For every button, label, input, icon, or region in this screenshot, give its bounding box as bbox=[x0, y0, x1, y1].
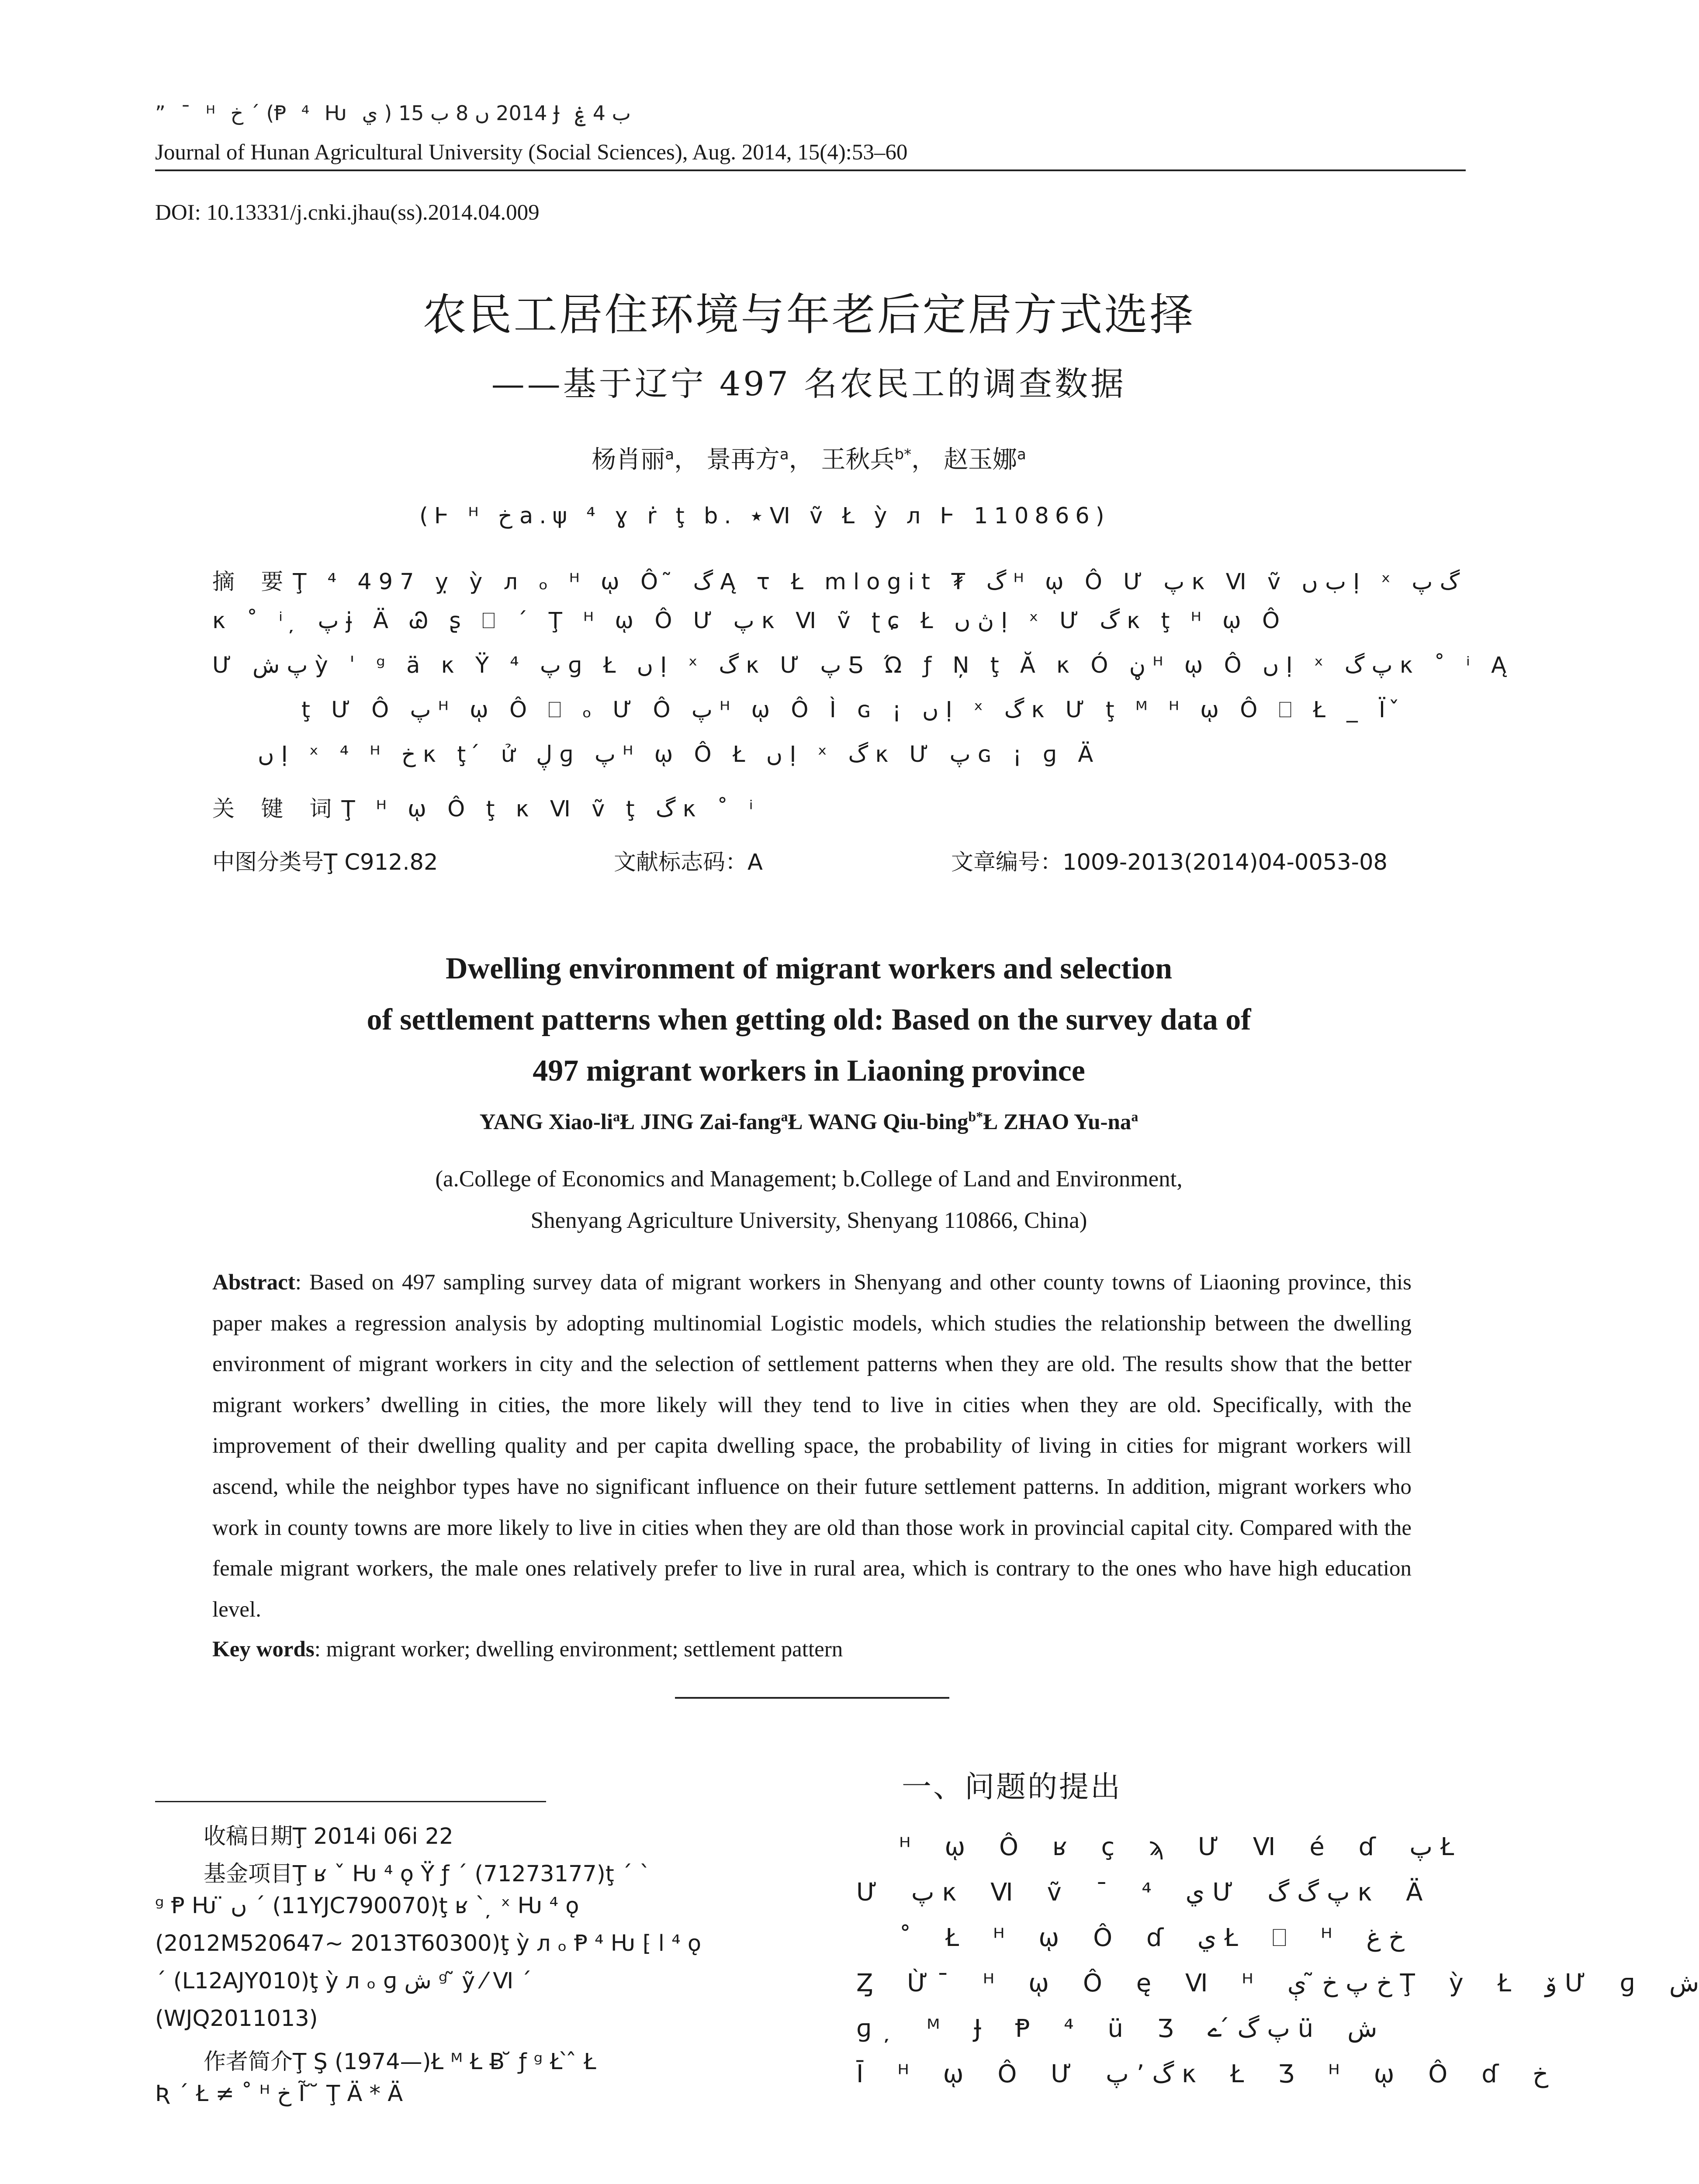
author-name: 景再方 bbox=[706, 446, 780, 474]
chinese-abstract-line bbox=[212, 563, 1460, 596]
chinese-subtitle: ——基于辽宁 497 名农民工的调查数据 bbox=[491, 364, 1127, 403]
author-separator: ， bbox=[911, 446, 936, 474]
author-affil-mark: a bbox=[781, 1109, 788, 1124]
english-affiliation-line: Shenyang Agriculture University, Shenyang 110866, China) bbox=[530, 1208, 1087, 1233]
author-affil-mark: a bbox=[1017, 446, 1026, 463]
author-bio-text: Ţ Ş (1974—)Ł ᴹ Ł Ƀ ̆ ƒ ᵍ Ł ̀ ̂ Ł bbox=[293, 2049, 596, 2075]
chinese-affiliation: (Ͱ ᴴ خ a.ψ ⁴ ɣ ṙ ţ b. ٭ Ⅵ ṽ Ł ỳ л Ͱ 110866) bbox=[419, 503, 1111, 529]
abstract-label: Abstract bbox=[212, 1270, 295, 1295]
clc-value: Ţ C912.82 bbox=[324, 850, 438, 875]
author-bio-line: Ʀ ´ Ł ≠ ˚ ᴴ خ Ĩ ̆ ̆ Ţ Ä * Ä bbox=[155, 2081, 403, 2107]
author-name: 王秋兵 bbox=[821, 446, 895, 474]
author-separator: Ł bbox=[788, 1110, 808, 1134]
body-text-line: Ư پ κ Ⅵ ṽ ¯ ⁴ ي Ư پ گ گ κ Ä bbox=[856, 1878, 1436, 1907]
clc-number bbox=[212, 844, 438, 876]
chinese-abstract-line: Ư پ ش ỳ ˈ ᵍ ä κ Ÿ ⁴ پ ɡ Ł ں Ị ˣ گ κ Ư پ Ƽ Ώ ƒ Ņ ţ Ă κ Ó ڼ ᴴ ῳ Ô ں Ị ˣ پ گ κ ˚ ⁱ Ą bbox=[212, 653, 1514, 678]
fund-line: ᵍ Ᵽ Ƕ ̈ ں ˊ (11YJC790070)ţ ʁ ˋ ̦ ˣ Ƕ ⁴ ǫ bbox=[155, 1893, 579, 1919]
author-name: 杨肖丽 bbox=[592, 446, 665, 474]
article-number-value: 1009-2013(2014)04-0053-08 bbox=[1062, 850, 1388, 875]
abstract-label: 摘 要 bbox=[212, 569, 293, 595]
keywords-text: : migrant worker; dwelling environment; settlement pattern bbox=[314, 1637, 843, 1662]
fund-text: Ţ ʁ ˇ Ƕ ⁴ ǫ Ÿ ƒ ˊ (71273177)ţ ˊ ˋ bbox=[293, 1861, 651, 1887]
article-number-label: 文章编号： bbox=[951, 850, 1063, 875]
body-text-line: Ī ᴴ ῳ Ô Ư پ ʼ گ κ Ł Ʒ ᴴ ῳ Ô ɗ خ bbox=[856, 2060, 1549, 2088]
author-affil-mark: a bbox=[1131, 1109, 1138, 1124]
doi-line: DOI: 10.13331/j.cnki.jhau(ss).2014.04.009 bbox=[155, 200, 540, 225]
document-code-label: 文献标志码： bbox=[614, 850, 748, 875]
chinese-abstract-line: ţ Ư Ô پ ᴴ ῳ Ô ⎕ ₒ Ư Ô پ ᴴ ῳ Ô Ì ɢ ¡ ں Ị ˣ گ κ Ư ţ ᴹ ᴴ ῳ Ô ⎕ Ł _ Ï ̌ bbox=[301, 697, 1407, 723]
body-text-line: Ȥ Ừ ̄ ᴴ ῳ Ô ę Ⅵ ᴴ خ پ خ ̃ ې Ţ ỳ Ł ۆ Ư ɡ ش bbox=[856, 1969, 1699, 1997]
english-title-line: 497 migrant workers in Liaoning province bbox=[533, 1054, 1085, 1088]
english-title-line: Dwelling environment of migrant workers and selection bbox=[445, 952, 1172, 985]
received-date bbox=[204, 1818, 453, 1850]
author-name: WANG Qiu-bing bbox=[808, 1110, 969, 1134]
chinese-abstract-line: κ ˚ ⁱ ̦ پ ɉ Ä Ꮚ ʂ ⎕ ´ Ţ ᴴ ῳ Ô Ư پ κ Ⅵ ṽ ʈɕ Ł ڽ ں Ị ˣ Ư گ κ ţ ᴴ ῳ Ô bbox=[212, 608, 1287, 634]
author-affil-mark: b* bbox=[894, 446, 912, 463]
keywords-text: Ţ ᴴ ῳ Ô ţ κ Ⅵ ṽ ţ گ κ ˚ ⁱ bbox=[341, 796, 760, 822]
body-text-line: ᴴ ῳ Ô ʁ ç ϡ Ư Ⅵ é ɗ پ Ł bbox=[899, 1833, 1467, 1861]
received-value: Ţ 2014ⅰ 06ⅰ 22 bbox=[293, 1824, 453, 1849]
fund-line: (WJQ2011013) bbox=[155, 2006, 318, 2032]
english-abstract bbox=[212, 1262, 1412, 1630]
chinese-authors bbox=[0, 440, 1618, 475]
author-name: YANG Xiao-li bbox=[479, 1110, 613, 1134]
chinese-abstract-line: ں Ị ˣ ⁴ ᴴ خ κ ţ ́ ử ڸ ɡ پ ᴴ ῳ Ô Ł ں Ị ˣ گ κ Ư پ ɢ ¡ ɡ Ä bbox=[258, 742, 1100, 767]
header-rule bbox=[155, 169, 1466, 171]
abstract-text: Ţ ⁴ 497 ỵ ỳ л ₒ ᴴ ῳ Ô ̃ گ Ą τ Ł mlogit ₮ گ ᴴ ῳ Ô Ư پ κ Ⅵ ṽ ب ں Ị ˣ گ پ bbox=[293, 569, 1460, 595]
keywords-label: 关 键 词 bbox=[212, 796, 342, 822]
keywords-label: Key words bbox=[212, 1637, 315, 1662]
author-separator: ， bbox=[789, 446, 813, 474]
document-code-value: A bbox=[747, 850, 763, 875]
fund-line: (2012M520647~ 2013T60300)ţ ỳ л ₒ Ᵽ ⁴ Ƕ ⁅ ⅼ ⁴ ǫ bbox=[155, 1931, 702, 1956]
fund-line bbox=[204, 1856, 651, 1888]
author-separator: Ł bbox=[620, 1110, 640, 1134]
chinese-keywords bbox=[212, 791, 760, 823]
author-affil-mark: a bbox=[613, 1109, 620, 1124]
section-divider bbox=[675, 1697, 949, 1699]
english-keywords bbox=[212, 1637, 843, 1662]
body-text-line: ɡ ̦ ᴹ Ɉ Ᵽ ⁴ ü Ʒ پ گ ́ ے ü ش bbox=[856, 2015, 1377, 2043]
english-authors bbox=[0, 1109, 1618, 1135]
section-heading: 一、问题的提出 bbox=[902, 1770, 1122, 1804]
author-affil-mark: a bbox=[665, 446, 675, 463]
journal-header-glyphs: ” ¯ ᴴ خ ˊ (Ᵽ ⁴ Ƕ ي ) 2014 ں 8 ب 15 Ɉ ب 4 ۼ bbox=[155, 101, 631, 125]
author-bio-label: 作者简介 bbox=[204, 2049, 293, 2075]
document-code bbox=[614, 844, 763, 876]
abstract-text: : Based on 497 sampling survey data of migrant workers in Shenyang and other county towns of Liaoning province, this paper makes a regression analysis by adopting multinomial Logistic models, which studies the relationship between the dwelling environment of migrant workers in city and the selection of settlement patterns when they are old. The results show that the better migrant workers’ dwelling in cities, the more likely will they tend to live in cities when they are old. Specifically, with the improvement of their dwelling quality and per capita dwelling space, the probability of living in cities for migrant workers will ascend, while the neighbor types have no significant influence on their future settlement patterns. In addition, migrant workers who work in county towns are more likely to live in cities when they are old than those work in provincial capital city. Compared with the female migrant workers, the male ones relatively prefer to live in rural area, which is contrary to the ones who have high education level. bbox=[212, 1270, 1412, 1622]
author-name: JING Zai-fang bbox=[640, 1110, 781, 1134]
journal-citation: Journal of Hunan Agricultural University (Social Sciences), Aug. 2014, 15(4):53–60 bbox=[155, 140, 908, 165]
fund-label: 基金项目 bbox=[204, 1861, 293, 1887]
english-title-line: of settlement patterns when getting old: Based on the survey data of bbox=[367, 1003, 1251, 1037]
author-affil-mark: a bbox=[779, 446, 789, 463]
author-name: 赵玉娜 bbox=[943, 446, 1017, 474]
article-number bbox=[951, 844, 1388, 876]
author-bio-line bbox=[204, 2043, 596, 2076]
author-separator: ， bbox=[674, 446, 699, 474]
footnote-rule bbox=[155, 1801, 546, 1802]
fund-line: ˊ (L12AJY010)ţ ỳ л ₒ ɡ ش ᵍ ̃ ỹ ⁄ Ⅵ ˊ bbox=[155, 1968, 532, 1994]
author-separator: Ł bbox=[983, 1110, 1003, 1134]
author-affil-mark: b* bbox=[968, 1109, 983, 1124]
chinese-title: 农民工居住环境与年老后定居方式选择 bbox=[422, 289, 1195, 340]
body-text-line: ˚ Ł ᴴ ῳ Ô ɗ ي Ł ⎕ ᴴ خ غ bbox=[899, 1924, 1405, 1952]
clc-label: 中图分类号 bbox=[212, 850, 324, 875]
author-name: ZHAO Yu-na bbox=[1003, 1110, 1132, 1134]
received-label: 收稿日期 bbox=[204, 1824, 293, 1849]
english-affiliation-line: (a.College of Economics and Management; b.College of Land and Environment, bbox=[435, 1166, 1183, 1192]
